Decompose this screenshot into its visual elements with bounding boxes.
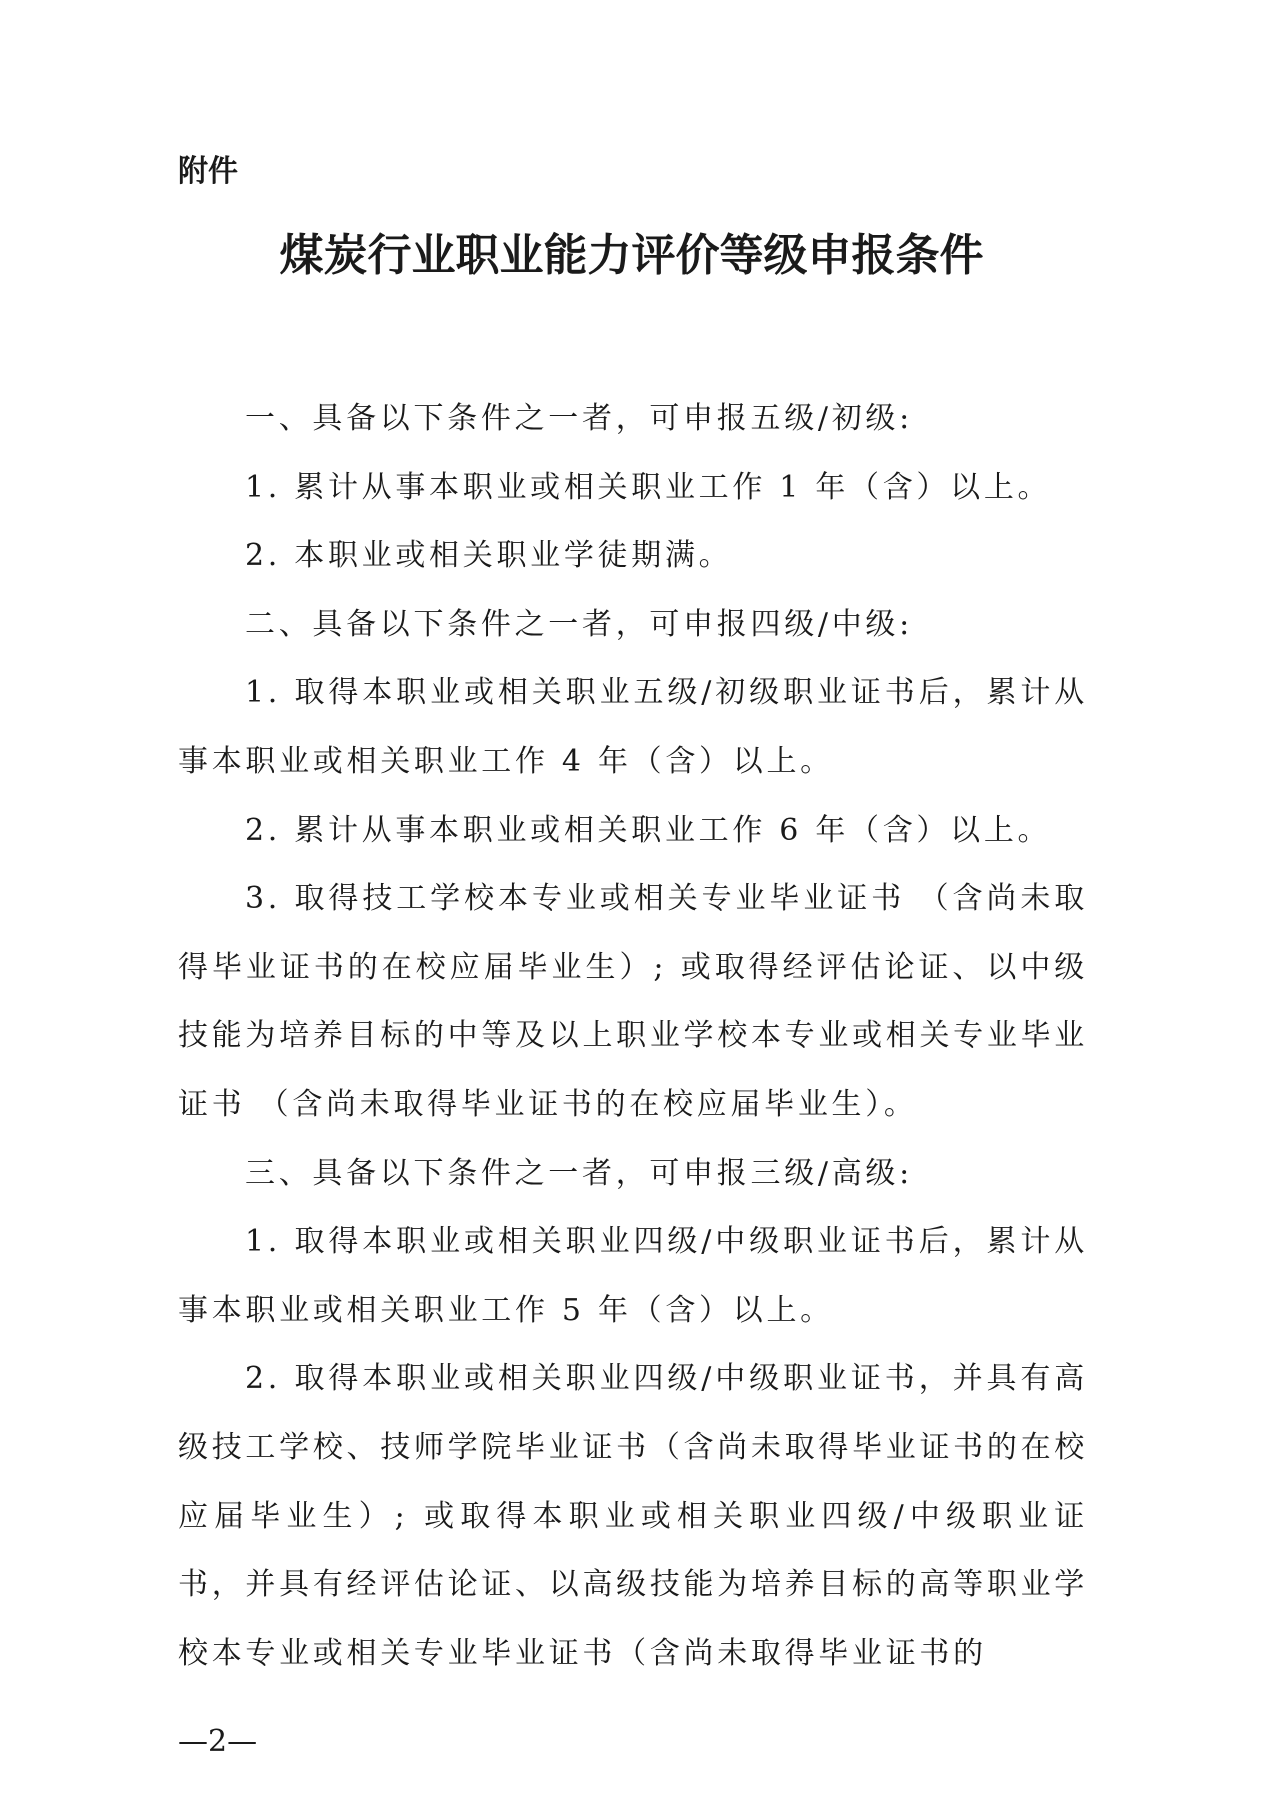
condition-paragraph: 1. 取得本职业或相关职业四级/中级职业证书后，累计从事本职业或相关职业工作 5 年（含）以上。 [178, 1224, 1088, 1328]
condition-paragraph: 2. 本职业或相关职业学徒期满。 [245, 538, 733, 574]
attachment-label: 附件 [178, 154, 238, 189]
condition-paragraph: 1. 累计从事本职业或相关职业工作 1 年（含）以上。 [245, 469, 1052, 505]
condition-paragraph: 3. 取得技工学校本专业或相关专业毕业证书 （含尚未取得毕业证书的在校应届毕业生）; 或取得经评估论证、以中级技能为培养目标的中等及以上职业学校本专业或相关专业毕业证书 （含尚未取得毕业证书的在校应届毕业生）。 [178, 881, 1088, 1122]
condition-paragraph: 2. 累计从事本职业或相关职业工作 6 年（含）以上。 [245, 812, 1052, 848]
document-title: 煤炭行业职业能力评价等级申报条件 [279, 230, 984, 281]
section-heading-level-5: 一、具备以下条件之一者，可申报五级/初级: [245, 401, 913, 436]
condition-paragraph: 1. 取得本职业或相关职业五级/初级职业证书后，累计从事本职业或相关职业工作 4 年（含）以上。 [178, 675, 1088, 779]
page-number: —2— [178, 1724, 258, 1759]
condition-paragraph: 2. 取得本职业或相关职业四级/中级职业证书，并具有高级技工学校、技师学院毕业证书（含尚未取得毕业证书的在校应届毕业生）; 或取得本职业或相关职业四级/中级职业证书，并具有经评估论证、以高级技能为培养目标的高等职业学校本专业或相关专业毕业证书（含尚未取得毕业证书的 [178, 1361, 1088, 1671]
document-body [178, 385, 1088, 1688]
section-heading-level-3: 三、具备以下条件之一者，可申报三级/高级: [245, 1155, 913, 1191]
section-heading-level-4: 二、具备以下条件之一者，可申报四级/中级: [245, 606, 913, 642]
